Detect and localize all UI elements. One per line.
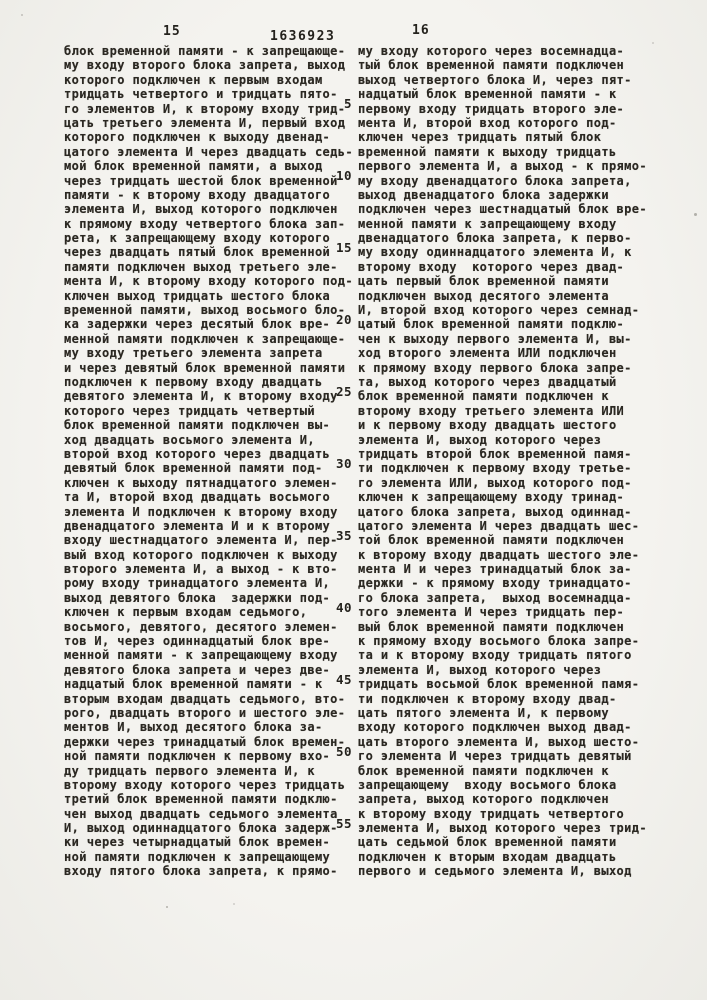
text-line: входу пятого блока запрета, к прямо- [64,864,338,879]
text-line: к прямому входу четвертого блока зап- [64,216,346,231]
text-line: мента И, второй вход которого под- [358,115,617,130]
text-line: ход двадцать восьмого элемента И, [64,432,315,447]
text-line: через двадцать пятый блок временной [64,245,331,260]
text-line: блок временной памяти подключен к [358,389,609,404]
text-line: ключен к первым входам седьмого, [64,605,308,620]
text-line: И, выход одиннадцатого блока задерж- [64,821,338,836]
text-line: элемента И, выход которого через трид- [358,821,647,836]
text-line: второму входу которого через тридцать [64,777,346,792]
text-line: запрещающему входу восьмого блока [358,777,617,792]
text-line: держки - к прямому входу тринадцато- [358,576,632,591]
text-line: ти подключен к первому входу третье- [358,461,632,476]
patent-number: 1636923 [270,29,336,44]
line-number: 10 [335,167,352,183]
page-number-left: 15 [163,24,181,39]
text-line: ход второго элемента ИЛИ подключен [358,346,617,361]
text-line: ключен через тридцать пятый блок [358,130,602,145]
text-line: блок временной памяти подключен вы- [64,418,331,433]
text-column-right [358,44,658,879]
text-line: го элемента И через тридцать девятый [358,749,632,764]
line-number: 30 [335,455,352,471]
text-line: держки через тринадцатый блок времен- [64,734,346,749]
text-line: му входу одиннадцатого элемента И, к [358,245,632,260]
line-number: 15 [335,239,352,255]
text-line: надцатый блок временной памяти - к [358,87,617,102]
text-line: к второму входу двадцать шестого эле- [358,547,640,562]
text-line: И, второй вход которого через семнад- [358,303,640,318]
text-line: которого подключен к выходу двенад- [64,130,331,145]
text-line: му входу второго блока запрета, выход [64,58,346,73]
text-line: через тридцать шестой блок временной [64,173,338,188]
text-line: девятый блок временной памяти под- [64,461,323,476]
text-line: менной памяти - к запрещающему входу [64,648,338,663]
text-line: которого подключен к первым входам [64,72,323,87]
text-line: цать второго элемента И, выход шесто- [358,734,640,749]
text-line: памяти подключен выход третьего эле- [64,259,338,274]
text-column-left [64,44,358,879]
text-line: той блок временной памяти подключен [358,533,625,548]
line-number: 35 [335,527,352,543]
text-line: та и к второму входу тридцать пятого [358,648,632,663]
text-line: элемента И, выход которого подключен [64,202,338,217]
text-line: третий блок временной памяти подклю- [64,792,338,807]
text-line: ной памяти подключен к запрещающему [64,849,331,864]
text-line: подключен выход десятого элемента [358,288,609,303]
line-number: 50 [335,743,352,759]
line-number: 25 [335,383,352,399]
text-line: мой блок временной памяти, а выход [64,159,323,174]
text-line: цать пятого элемента И, к первому [358,705,609,720]
scan-speck [233,903,235,905]
text-line: второй вход которого через двадцать [64,446,331,461]
text-line: мента И и через тринадцатый блок за- [358,562,632,577]
text-line: выход девятого блока задержки под- [64,590,331,605]
text-line: менной памяти к запрещающему входу [358,216,617,231]
text-line: ментов И, выход десятого блока за- [64,720,323,735]
line-number: 40 [335,599,352,615]
text-line: к прямому входу восьмого блока запре- [358,634,640,649]
text-line: и через девятый блок временной памяти [64,360,346,375]
text-line: входу шестнадцатого элемента И, пер- [64,533,338,548]
text-line: первому входу тридцать второго эле- [358,101,625,116]
text-line: подключен через шестнадцатый блок вре- [358,202,647,217]
text-line: ключен к запрещающему входу тринад- [358,490,625,505]
text-line: чен выход двадцать седьмого элемента [64,806,338,821]
text-line: чен к выходу первого элемента И, вы- [358,331,632,346]
text-line: цатого элемента И через двадцать седь- [64,144,353,159]
text-line: девятого элемента И, к второму входу [64,389,338,404]
text-line: вый блок временной памяти подключен [358,619,625,634]
text-line: тов И, через одиннадцатый блок вре- [64,634,331,649]
text-line: цатого элемента И через двадцать шес- [358,518,640,533]
text-line: которого через тридцать четвертый [64,403,315,418]
text-line: тый блок временной памяти подключен [358,58,625,73]
text-line: цатого блока запрета, выход одиннад- [358,504,632,519]
text-line: и к первому входу двадцать шестого [358,418,617,433]
text-line: к прямому входу первого блока запре- [358,360,632,375]
text-line: цать седьмой блок временной памяти [358,835,617,850]
text-line: блок временной памяти подключен к [358,763,609,778]
line-number: 20 [335,311,352,327]
text-line: та И, второй вход двадцать восьмого [64,490,331,505]
text-line: тридцать второй блок временной памя- [358,446,632,461]
line-number: 55 [335,815,352,831]
page-number-right: 16 [412,23,430,38]
line-number: 5 [343,95,352,111]
text-line: вый вход которого подключен к выходу [64,547,338,562]
text-line: рому входу тринадцатого элемента И, [64,576,331,591]
text-line: подключен к первому входу двадцать [64,374,323,389]
text-line: го блока запрета, выход восемнадца- [358,590,632,605]
text-line: му входу третьего элемента запрета [64,346,323,361]
text-line: выход четвертого блока И, через пят- [358,72,632,87]
text-line: второго элемента И, а выход - к вто- [64,562,338,577]
text-line: рета, к запрещающему входу которого [64,231,331,246]
text-line: временной памяти, выход восьмого бло- [64,303,346,318]
text-line: надцатый блок временной памяти - к [64,677,323,692]
text-line: входу которого подключен выход двад- [358,720,632,735]
text-line: му входу которого через восемнадца- [358,44,625,58]
text-line: тридцать восьмой блок временной памя- [358,677,640,692]
text-line: к второму входу тридцать четвертого [358,806,625,821]
text-line: го элементов И, к второму входу трид- [64,101,346,116]
text-line: та, выход которого через двадцатый [358,374,617,389]
text-line: ки через четырнадцатый блок времен- [64,835,331,850]
text-line: цатый блок временной памяти подклю- [358,317,625,332]
text-line: элемента И подключен к второму входу [64,504,338,519]
text-line: рого, двадцать второго и шестого эле- [64,705,346,720]
text-line: ти подключен к второму входу двад- [358,691,617,706]
text-line: элемента И, выход которого через [358,432,602,447]
scan-speck [694,213,697,216]
text-line: цать третьего элемента И, первый вход [64,115,346,130]
text-line: вторым входам двадцать седьмого, вто- [64,691,346,706]
scan-speck [652,42,654,44]
text-line: блок временной памяти - к запрещающе- [64,44,346,58]
text-line: второму входу которого через двад- [358,259,625,274]
line-number-gutter [324,44,352,914]
text-line: ду тридцать первого элемента И, к [64,763,315,778]
text-line: му входу двенадцатого блока запрета, [358,173,632,188]
text-line: цать первый блок временной памяти [358,274,609,289]
text-line: мента И, к второму входу которого под- [64,274,353,289]
text-line: первого и седьмого элемента И, выход [358,864,632,879]
scan-speck [166,906,168,908]
text-line: двенадцатого блока запрета, к перво- [358,231,632,246]
text-line: ка задержки через десятый блок вре- [64,317,331,332]
text-line: ной памяти подключен к первому вхо- [64,749,331,764]
text-line: подключен к вторым входам двадцать [358,849,617,864]
scan-speck [21,14,23,16]
text-line: ключен выход тридцать шестого блока [64,288,331,303]
text-line: двенадцатого элемента И и к второму [64,518,331,533]
text-line: го элемента ИЛИ, выход которого под- [358,475,632,490]
line-number: 45 [335,671,352,687]
text-line: элемента И, выход которого через [358,662,602,677]
text-line: девятого блока запрета и через две- [64,662,331,677]
text-line: того элемента И через тридцать пер- [358,605,625,620]
text-line: временной памяти к выходу тридцать [358,144,617,159]
text-line: первого элемента И, а выход - к прямо- [358,159,647,174]
text-line: восьмого, девятого, десятого элемен- [64,619,338,634]
text-line: тридцать четвертого и тридцать пято- [64,87,338,102]
text-line: запрета, выход которого подключен [358,792,609,807]
text-line: ключен к выходу пятнадцатого элемен- [64,475,338,490]
text-line: выход двенадцатого блока задержки [358,187,609,202]
text-line: памяти - к второму входу двадцатого [64,187,331,202]
text-line: менной памяти подключен к запрещающе- [64,331,346,346]
text-line: второму входу третьего элемента ИЛИ [358,403,625,418]
